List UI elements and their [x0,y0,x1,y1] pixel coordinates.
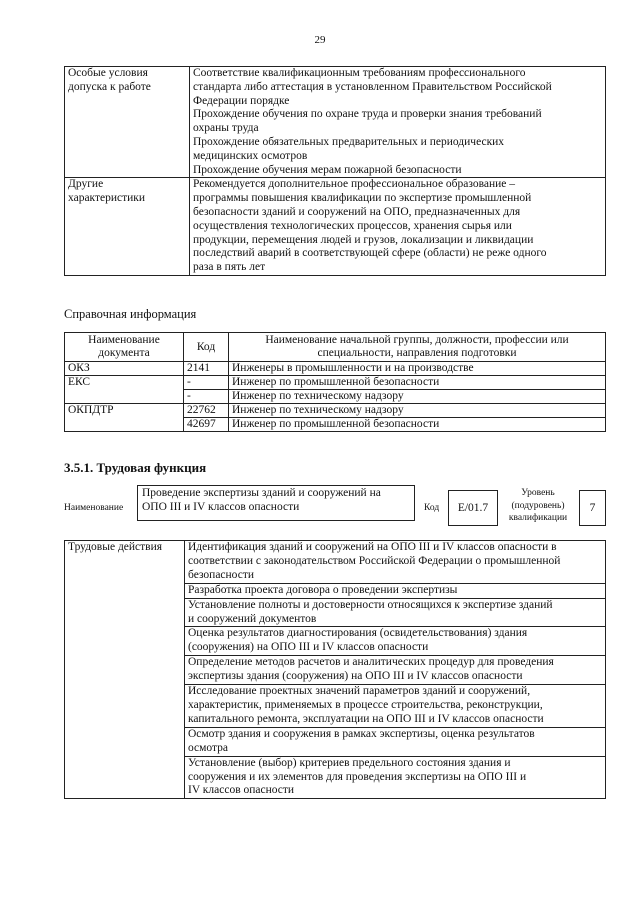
text-line: и сооружений документов [188,612,317,625]
text-line: ОПО III и IV классов опасности [142,500,300,513]
text-line: IV классов опасности [188,784,295,797]
text-line: медицинских осмотров [193,149,308,162]
table-cell: 22762 [184,404,229,418]
column-header [229,333,606,362]
table-cell: Инженер по промышленной безопасности [229,376,606,390]
text-line: Исследование проектных значений параметров зданий и сооружений, [188,685,531,698]
table-cell: ЕКС [65,376,184,404]
table-cell: - [184,390,229,404]
table-cell: Инженер по техническому надзору [229,404,606,418]
text-line: Разработка проекта договора о проведении экспертизы [188,583,458,596]
text-line: Уровень [521,488,555,498]
text-line: капитального ремонта, эксплуатации на ОПО III и IV классов опасности [188,712,544,725]
text-line: характеристики [68,192,146,205]
column-header: Код [184,333,229,362]
text-line: специальности, направления подготовки [317,347,517,359]
text-line: Федерации порядке [193,94,290,107]
row-header: Трудовые действия [65,541,185,799]
action-item [185,756,606,799]
text-line: Идентификация зданий и сооружений на ОПО III и IV классов опасности в [188,541,557,553]
function-name-box [137,485,415,521]
text-line: раза в пять лет [193,261,266,274]
text-line: характеристик, применяемых в процессе строительства, реконструкции, [188,698,543,711]
text-line: Особые условия [68,67,148,79]
text-line: продукции, перемещения людей и грузов, локализации и ликвидации [193,233,534,246]
text-line: Рекомендуется дополнительное профессиональное образование – [193,178,516,191]
text-line: (подуровень) [511,500,565,511]
table-cell: Инженер по техническому надзору [229,390,606,404]
text-line: Оценка результатов диагностирования (освидетельствования) здания [188,627,528,640]
text-line: Другие [68,178,104,191]
text-line: допуска к работе [68,80,151,93]
table-cell: ОКПДТР [65,404,184,432]
text-line: осмотра [188,741,229,754]
table-row [65,362,606,376]
action-item [185,656,606,685]
text-line: сооружения и их элементов для проведения экспертизы на ОПО III и [188,770,527,783]
action-item [185,598,606,627]
text-line: стандарта либо аттестация в установленном Правительством Российской [193,80,552,93]
text-line: соответствии с законодательством Российской Федерации о промышленной [188,554,561,567]
table-row [65,404,606,418]
table-row [65,178,606,276]
text-line: Соответствие квалификационным требованиям профессионального [193,67,526,79]
text-line: безопасности зданий и сооружений на ОПО, предназначенных для [193,205,521,218]
column-header [65,333,184,362]
text-line: Определение методов расчетов и аналитических процедур для проведения [188,656,554,669]
row-header [65,67,190,178]
table-cell: Инженер по промышленной безопасности [229,418,606,432]
text-line: (сооружения) на ОПО III и IV классов опасности [188,641,429,654]
text-line: Установление (выбор) критериев предельного состояния здания и [188,756,511,769]
table-cell: ОКЗ [65,362,184,376]
conditions-table [64,66,606,276]
name-label: Наименование [64,503,124,513]
action-item [185,541,606,584]
table-cell: 42697 [184,418,229,432]
action-item [185,685,606,728]
labor-function-title: 3.5.1. Трудовая функция [64,460,207,475]
text-line: Наименование начальной группы, должности, профессии или [265,334,569,346]
table-cell: 2141 [184,362,229,376]
level-label [502,487,574,525]
text-line: экспертизы здания (сооружения) на ОПО III и IV классов опасности [188,670,523,683]
text-line: Наименование [88,334,160,346]
text-line: Осмотр здания и сооружения в рамках экспертизы, оценка результатов [188,727,535,740]
row-content [190,67,606,178]
text-line: документа [98,347,150,359]
text-line: осуществления технологических процессов, хранения сырья или [193,219,512,232]
text-line: безопасности [188,568,255,581]
section-title: Справочная информация [64,307,197,321]
text-line: последствий аварий в соответствующей сфере (области) не реже одного [193,247,547,260]
table-header-row [65,333,606,362]
action-item [185,727,606,756]
text-line: Прохождение обучения мерам пожарной безопасности [193,163,462,176]
row-content [190,178,606,276]
labor-actions-table [64,540,606,799]
text-line: квалификации [508,513,568,523]
text-line: охраны труда [193,122,259,135]
table-cell: - [184,376,229,390]
action-item [185,627,606,656]
row-header [65,178,190,276]
text-line: программы повышения квалификации по экспертизе промышленной [193,192,532,205]
text-line: Установление полноты и достоверности относящихся к экспертизе зданий [188,598,553,611]
page-number: 29 [314,34,326,46]
text-line: Прохождение обязательных предварительных и периодических [193,135,505,148]
table-row [65,541,606,584]
level-value-box: 7 [579,490,606,526]
text-line: Проведение экспертизы зданий и сооружений на [142,487,381,499]
table-row [65,67,606,178]
code-label: Код [424,503,440,513]
action-item [185,583,606,598]
table-row [65,376,606,390]
text-line: Прохождение обучения по охране труда и проверки знания требований [193,108,542,121]
code-value-box: Е/01.7 [448,490,498,526]
table-cell: Инженеры в промышленности и на производстве [229,362,606,376]
reference-table [64,332,606,432]
